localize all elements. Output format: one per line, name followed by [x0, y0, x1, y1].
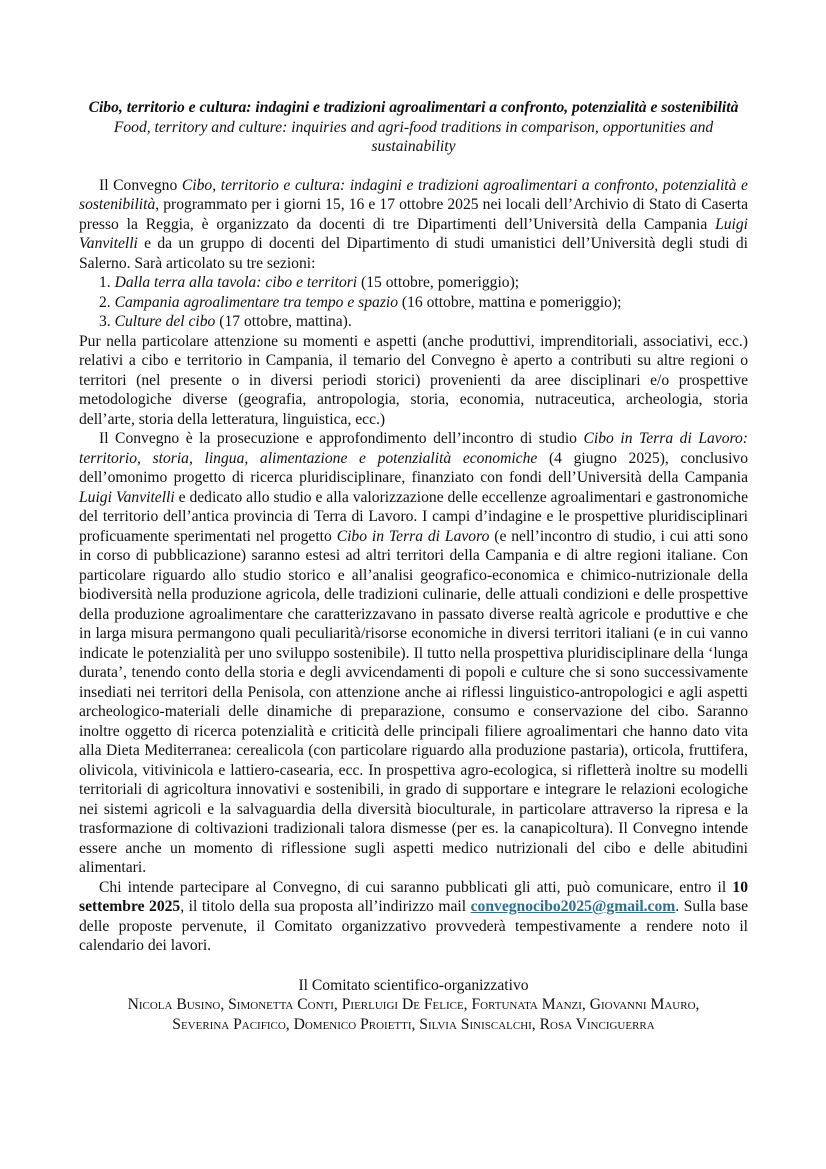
- title-italian: Cibo, territorio e cultura: indagini e tradizioni agroalimentari a confronto, potenzialità e sostenibilità: [88, 99, 739, 116]
- participation-paragraph: Chi intende partecipare al Convegno, di cui saranno pubblicati gli atti, può comunicare, entro il 10 settembre 2025, il titolo della sua proposta all’indirizzo mail convegnocibo2025@gmail.com. Sulla base delle proposte pervenute, il Comitato organizzativo provvederà tempestivamente a rendere noto il calendario dei lavori.: [79, 878, 748, 954]
- topics-paragraph: Pur nella particolare attenzione su momenti e aspetti (anche produttivi, imprenditoriali, associativi, ecc.) relativi a cibo e territorio in Campania, il temario del Convegno è aperto a contributi su altre regioni o territori (nel presente o in diversi periodi storici) provenienti da aree disciplinari e/o prospettive metodologiche diverse (geografia, antropologia, storia, economia, nutraceutica, archeologia, storia dell’arte, storia della letteratura, linguistica, ecc.): [79, 332, 748, 428]
- section-item: 2. Campania agroalimentare tra tempo e spazio (16 ottobre, mattina e pomeriggio);: [99, 293, 622, 311]
- committee-signature: [79, 976, 748, 1035]
- email-link[interactable]: convegnocibo2025@gmail.com: [470, 898, 676, 915]
- intro-paragraph: Il Convegno Cibo, territorio e cultura: indagini e tradizioni agroalimentari a confronto, potenzialità e sostenibilità, programmato per i giorni 15, 16 e 17 ottobre 2025 nei locali dell’Archivio di Stato di Caserta presso la Reggia, è organizzato da docenti di tre Dipartimenti dell’Università della Campania Luigi Vanvitelli e da un gruppo di docenti del Dipartimento di studi umanistici dell’Università degli studi di Salerno. Sarà articolato su tre sezioni:: [79, 176, 748, 272]
- title-english: Food, territory and culture: inquiries and agri-food traditions in comparison, opportunities and sustainability: [113, 118, 714, 155]
- sections-list: [79, 273, 748, 332]
- deadline-date: 10 settembre 2025: [79, 878, 748, 915]
- committee-heading: Il Comitato scientifico-organizzativo: [298, 976, 529, 994]
- committee-members-line-2: Severina Pacifico, Domenico Proietti, Silvia Siniscalchi, Rosa Vinciguerra: [172, 1015, 655, 1033]
- spacer: [79, 157, 748, 176]
- section-item: 1. Dalla terra alla tavola: cibo e territori (15 ottobre, pomeriggio);: [99, 274, 520, 291]
- project-paragraph: Il Convegno è la prosecuzione e approfondimento dell’incontro di studio Cibo in Terra di Lavoro: territorio, storia, lingua, alimentazione e potenzialità economiche (4 giugno 2025), conclusivo dell’omonimo progetto di ricerca pluridisciplinare, finanziato con fondi dell’Università della Campania Luigi Vanvitelli e dedicato allo studio e alla valorizzazione delle eccellenze agroalimentari e gastronomiche del territorio dell’antica provincia di Terra di Lavoro. I campi d’indagine e le prospettive pluridisciplinari proficuamente sperimentati nel progetto Cibo in Terra di Lavoro (e nell’incontro di studio, i cui atti sono in corso di pubblicazione) saranno estesi ad altri territori della Campania e di altre regioni italiane. Con particolare riguardo allo studio storico e all’analisi geografico-economica e chimico-nutrizionale della biodiversità nella produzione agricola, delle tradizioni culinarie, delle attuali condizioni e delle prospettive della produzione agroalimentare che caratterizzavano in passato diverse realtà agricole e produttive e che in larga misura permangono quali peculiarità/risorse economiche in diversi territori italiani (e in cui vanno indicate le potenzialità per uno sviluppo sostenibile). Il tutto nella prospettiva pluridisciplinare della ‘lunga durata’, tenendo conto della storia e degli avvicendamenti di popoli e culture che si sono successivamente insediati nei territori della Penisola, con attenzione anche ai riflessi linguistico-antropologici e agli aspetti archeologico-materiali delle dinamiche di preparazione, consumo e conservazione del cibo. Saranno inoltre oggetto di ricerca potenzialità e criticità delle principali filiere agroalimentari che hanno dato vita alla Dieta Mediterranea: cerealicola (con particolare riguardo alla produzione pastaria), orticola, fruttifera, olivicola, vitivinicola e lattiero-casearia, ecc. In prospettiva agro-ecologica, si rifletterà inoltre su modelli territoriali di agricoltura innovativi e sostenibili, in grado di supportare e integrare le relazioni ecologiche nei sistemi agricoli e la salvaguardia della diversità bioculturale, in particolare attraverso la ripresa e la trasformazione di coltivazioni tradizionali talora dismesse (per es. la canapicoltura). Il Convegno intende essere anche un momento di riflessione sugli aspetti medico nutrizionali del cibo e delle abitudini alimentari.: [79, 430, 748, 876]
- section-item: 3. Culture del cibo (17 ottobre, mattina).: [99, 313, 352, 330]
- document-page: [79, 98, 748, 1034]
- committee-members-line-1: Nicola Busino, Simonetta Conti, Pierluigi De Felice, Fortunata Manzi, Giovanni Mauro,: [127, 996, 700, 1013]
